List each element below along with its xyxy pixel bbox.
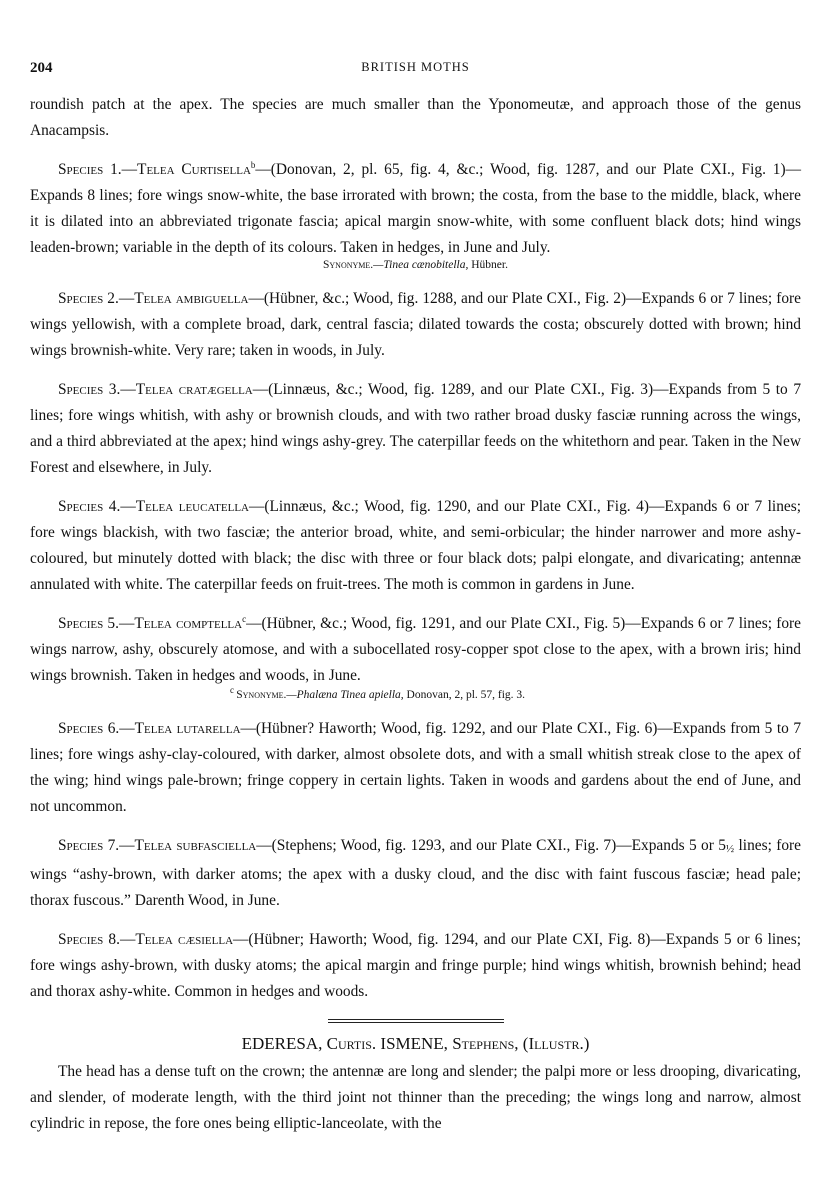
species-7-label: Species 7. [58,837,120,854]
species-5-paragraph [30,611,801,689]
species-1-name: —Telea Curtisella [121,161,251,178]
species-2-paragraph [30,286,801,364]
species-5-text: —(Hübner, &c.; Wood, fig. 1291, and our Plate CXI., Fig. 5)—Expands 6 or 7 lines; fore wings narrow, ashy, obscurely atomose, and with a subocellated rosy-copper spot close to the apex, with a brown iris; hind wings brownish. Taken in hedges and woods, in June. [30,615,802,684]
page-header [30,60,801,84]
species-8-text: —(Hübner; Haworth; Wood, fig. 1294, and our Plate CXI, Fig. 8)—Expands 5 or 6 lines; fore wings ashy-brown, with dusky atoms; the apical margin and fringe purple; hind wings whitish, brownish behind; head and thorax ashy-white. Common in hedges and woods. [30,931,801,1000]
species-8-paragraph [30,927,801,1005]
species-2-label: Species 2. [58,290,119,307]
species-6-label: Species 6. [58,720,120,737]
species-1-paragraph [30,157,801,261]
genus-heading [30,1033,801,1055]
genus-author: Curtis. [322,1034,377,1053]
species-1-label: Species 1. [58,161,122,178]
species-5-label: Species 5. [58,615,119,632]
synonym-5-name: —Phalæna Tinea apiella, [286,689,404,701]
species-3-text: —(Linnæus, &c.; Wood, fig. 1289, and our Plate CXI., Fig. 3)—Expands from 5 to 7 lines; fore wings whitish, with ashy or brownish clouds, and with two rather broad dusky fasciæ running across the wings, and a third abbreviated at the apex; hind wings ashy-grey. The caterpillar feeds on the whitethorn and pear. Taken in the New Forest and elsewhere, in July. [30,381,802,476]
species-4-label: Species 4. [58,498,121,515]
species-5-name: —Telea comptella [118,615,243,632]
species-6-text: —(Hübner? Haworth; Wood, fig. 1292, and our Plate CXI., Fig. 6)—Expands from 5 to 7 lines; fore wings ashy-clay-coloured, with darker, almost obsolete dots, and with a small whitish streak close to the apex of the wing; hind wings pale-brown; fringe coppery in certain lights. Taken in woods and gardens about the end of June, and not uncommon. [30,720,802,815]
genus-name: EDERESA, [241,1034,323,1053]
species-6-paragraph [30,716,801,820]
species-4-paragraph [30,494,801,598]
intro-paragraph: roundish patch at the apex. The species are much smaller than the Yponomeutæ, and approach those of the genus Anacampsis. [30,96,801,139]
genus-description: The head has a dense tuft on the crown; the antennæ are long and slender; the palpi more or less drooping, divaricating, and slender, of moderate length, with the third joint not thinner than the preceding; the wings long and narrow, almost cylindric in repose, the fore ones being elliptic-lanceolate, with the [30,1063,801,1132]
species-5-note-mark: c [242,613,247,624]
species-7-text-a: —(Stephens; Wood, fig. 1293, and our Plate CXI., Fig. 7)—Expands 5 or 5 [256,837,726,854]
species-5-synonym [30,687,801,703]
genus-author-2: Stephens, (Illustr.) [447,1034,590,1053]
species-7-paragraph [30,833,801,914]
synonym-5-label: Synonyme. [236,689,287,701]
running-head: BRITISH MOTHS [361,60,470,74]
synonym-5-author: Donovan, 2, pl. 57, fig. 3. [403,689,526,701]
species-1-note-mark: b [250,159,256,170]
species-3-paragraph [30,377,801,481]
species-3-label: Species 3. [58,381,121,398]
species-7-fraction: ½ [725,843,735,855]
species-4-name: —Telea leucatella [120,498,249,515]
genus-name-2: ISMENE, [376,1034,448,1053]
section-divider [328,1019,504,1023]
book-page [30,60,801,1137]
species-8-name: —Telea cæsiella [119,931,234,948]
species-7-text-b: lines; fore wings “ashy-brown, with darker atoms; the apex with a dusky cloud, and the disc with faint fuscous fasciæ; head pale; thorax fuscous.” Darenth Wood, in June. [30,837,802,909]
species-7-name: —Telea subfasciella [119,837,257,854]
species-3-name: —Telea cratægella [120,381,253,398]
synonym-1-label: Synonyme. [323,259,374,271]
page-number: 204 [30,60,53,76]
synonym-1-author: Hübner. [468,259,508,271]
synonym-1-name: —Tinea cænobitella, [373,259,469,271]
species-1-text: —(Donovan, 2, pl. 65, fig. 4, &c.; Wood, fig. 1287, and our Plate CXI., Fig. 1)—Expands 8 lines; fore wings snow-white, the base irrorated with brown; the costa, from the base to the middle, black, where it is dilated into an abbreviated trigonate fascia; apical margin snow-white, with some confluent black dots; hind wings leaden-brown; variable in the depth of its colours. Taken in hedges, in June and July. [30,161,802,256]
species-8-label: Species 8. [58,931,120,948]
species-2-text: —(Hübner, &c.; Wood, fig. 1288, and our Plate CXI., Fig. 2)—Expands 6 or 7 lines; fore wings yellowish, with a complete broad, dark, central fascia; dilated towards the costa; obscurely dotted with brown; hind wings brownish-white. Very rare; taken in woods, in July. [30,290,801,359]
species-2-name: —Telea ambiguella [118,290,249,307]
synonym-5-mark: c [230,685,237,696]
species-4-text: —(Linnæus, &c.; Wood, fig. 1290, and our Plate CXI., Fig. 4)—Expands 6 or 7 lines; fore wings blackish, with two fasciæ; the anterior broad, white, and semi-orbicular; the hinder narrower and more ashy-coloured, but minutely dotted with black; the disc with three or four black dots; palpi elongate, and divaricating; antennæ annulated with white. The caterpillar feeds on fruit-trees. The moth is common in gardens in June. [30,498,802,593]
species-6-name: —Telea lutarella [119,720,241,737]
